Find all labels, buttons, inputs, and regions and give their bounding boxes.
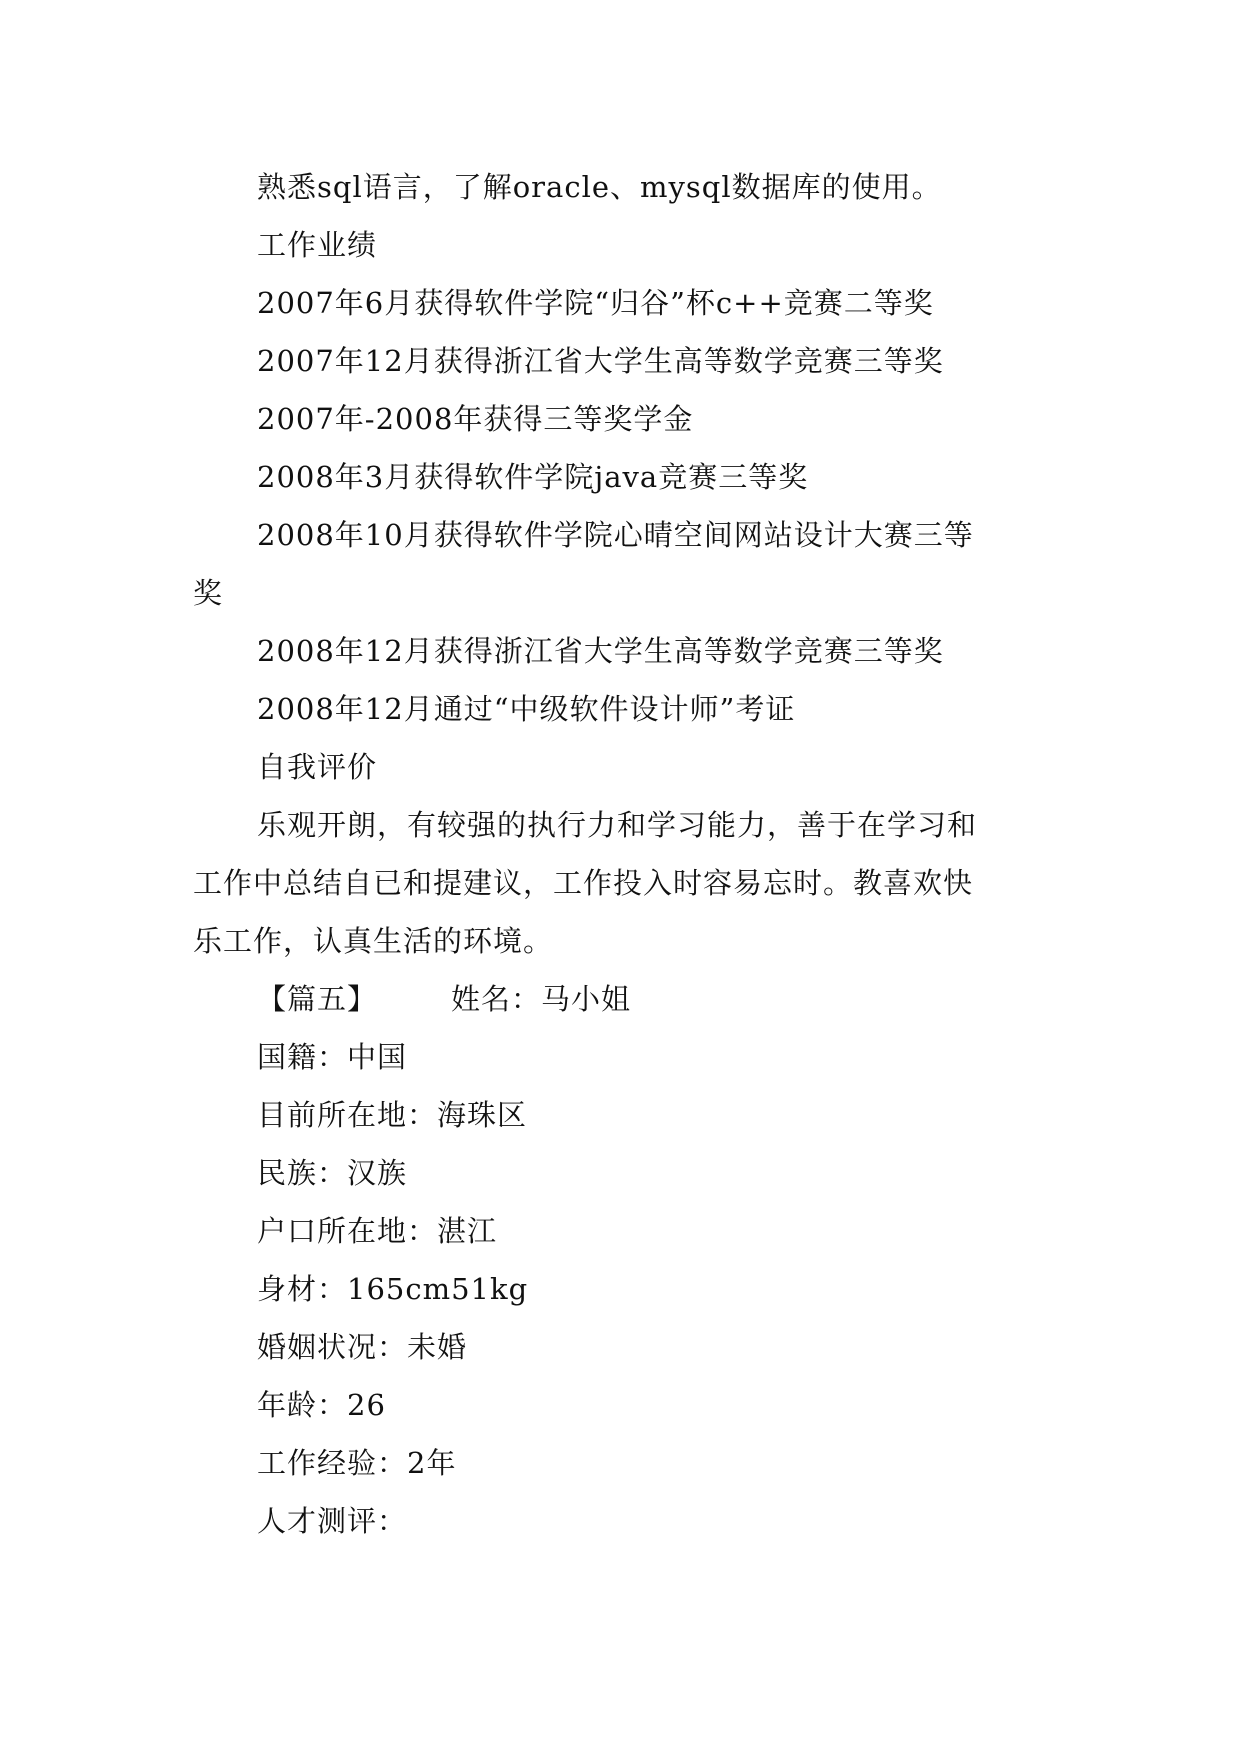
talent-assessment-field: 人才测评： — [257, 1504, 408, 1538]
nationality-field: 国籍：中国 — [257, 1040, 408, 1074]
section-heading-self-evaluation: 自我评价 — [257, 750, 378, 784]
work-experience-field: 工作经验：2年 — [257, 1446, 457, 1480]
paragraph-line: 工作中总结自已和提建议，工作投入时容易忘时。教喜欢快 — [193, 866, 974, 900]
hukou-location-field: 户口所在地：湛江 — [257, 1214, 498, 1248]
text-line: 2008年10月获得软件学院心晴空间网站设计大赛三等 — [257, 518, 974, 552]
text-line: 2008年12月获得浙江省大学生高等数学竞赛三等奖 — [257, 634, 944, 668]
section-header-row — [193, 970, 1053, 1028]
ethnicity-field: 民族：汉族 — [257, 1156, 408, 1190]
age-field: 年龄：26 — [257, 1388, 386, 1422]
paragraph-line: 乐工作，认真生活的环境。 — [193, 924, 554, 958]
section-marker: 【篇五】 — [257, 982, 378, 1016]
paragraph-line: 乐观开朗，有较强的执行力和学习能力，善于在学习和 — [257, 808, 978, 842]
text-line-continuation: 奖 — [193, 576, 224, 610]
text-line: 2007年-2008年获得三等奖学金 — [257, 402, 694, 436]
text-line: 2008年3月获得软件学院java竞赛三等奖 — [257, 460, 809, 494]
text-line: 2008年12月通过“中级软件设计师”考证 — [257, 692, 796, 726]
name-field: 姓名：马小姐 — [451, 982, 632, 1016]
current-location-field: 目前所在地：海珠区 — [257, 1098, 528, 1132]
physique-field: 身材：165cm51kg — [257, 1272, 529, 1306]
text-line: 2007年12月获得浙江省大学生高等数学竞赛三等奖 — [257, 344, 944, 378]
section-heading-work-achievements: 工作业绩 — [257, 228, 378, 262]
text-line: 熟悉sql语言，了解oracle、mysql数据库的使用。 — [257, 170, 942, 204]
marital-status-field: 婚姻状况：未婚 — [257, 1330, 468, 1364]
text-line: 2007年6月获得软件学院“归谷”杯c++竞赛二等奖 — [257, 286, 934, 320]
document-body — [193, 158, 1053, 1550]
